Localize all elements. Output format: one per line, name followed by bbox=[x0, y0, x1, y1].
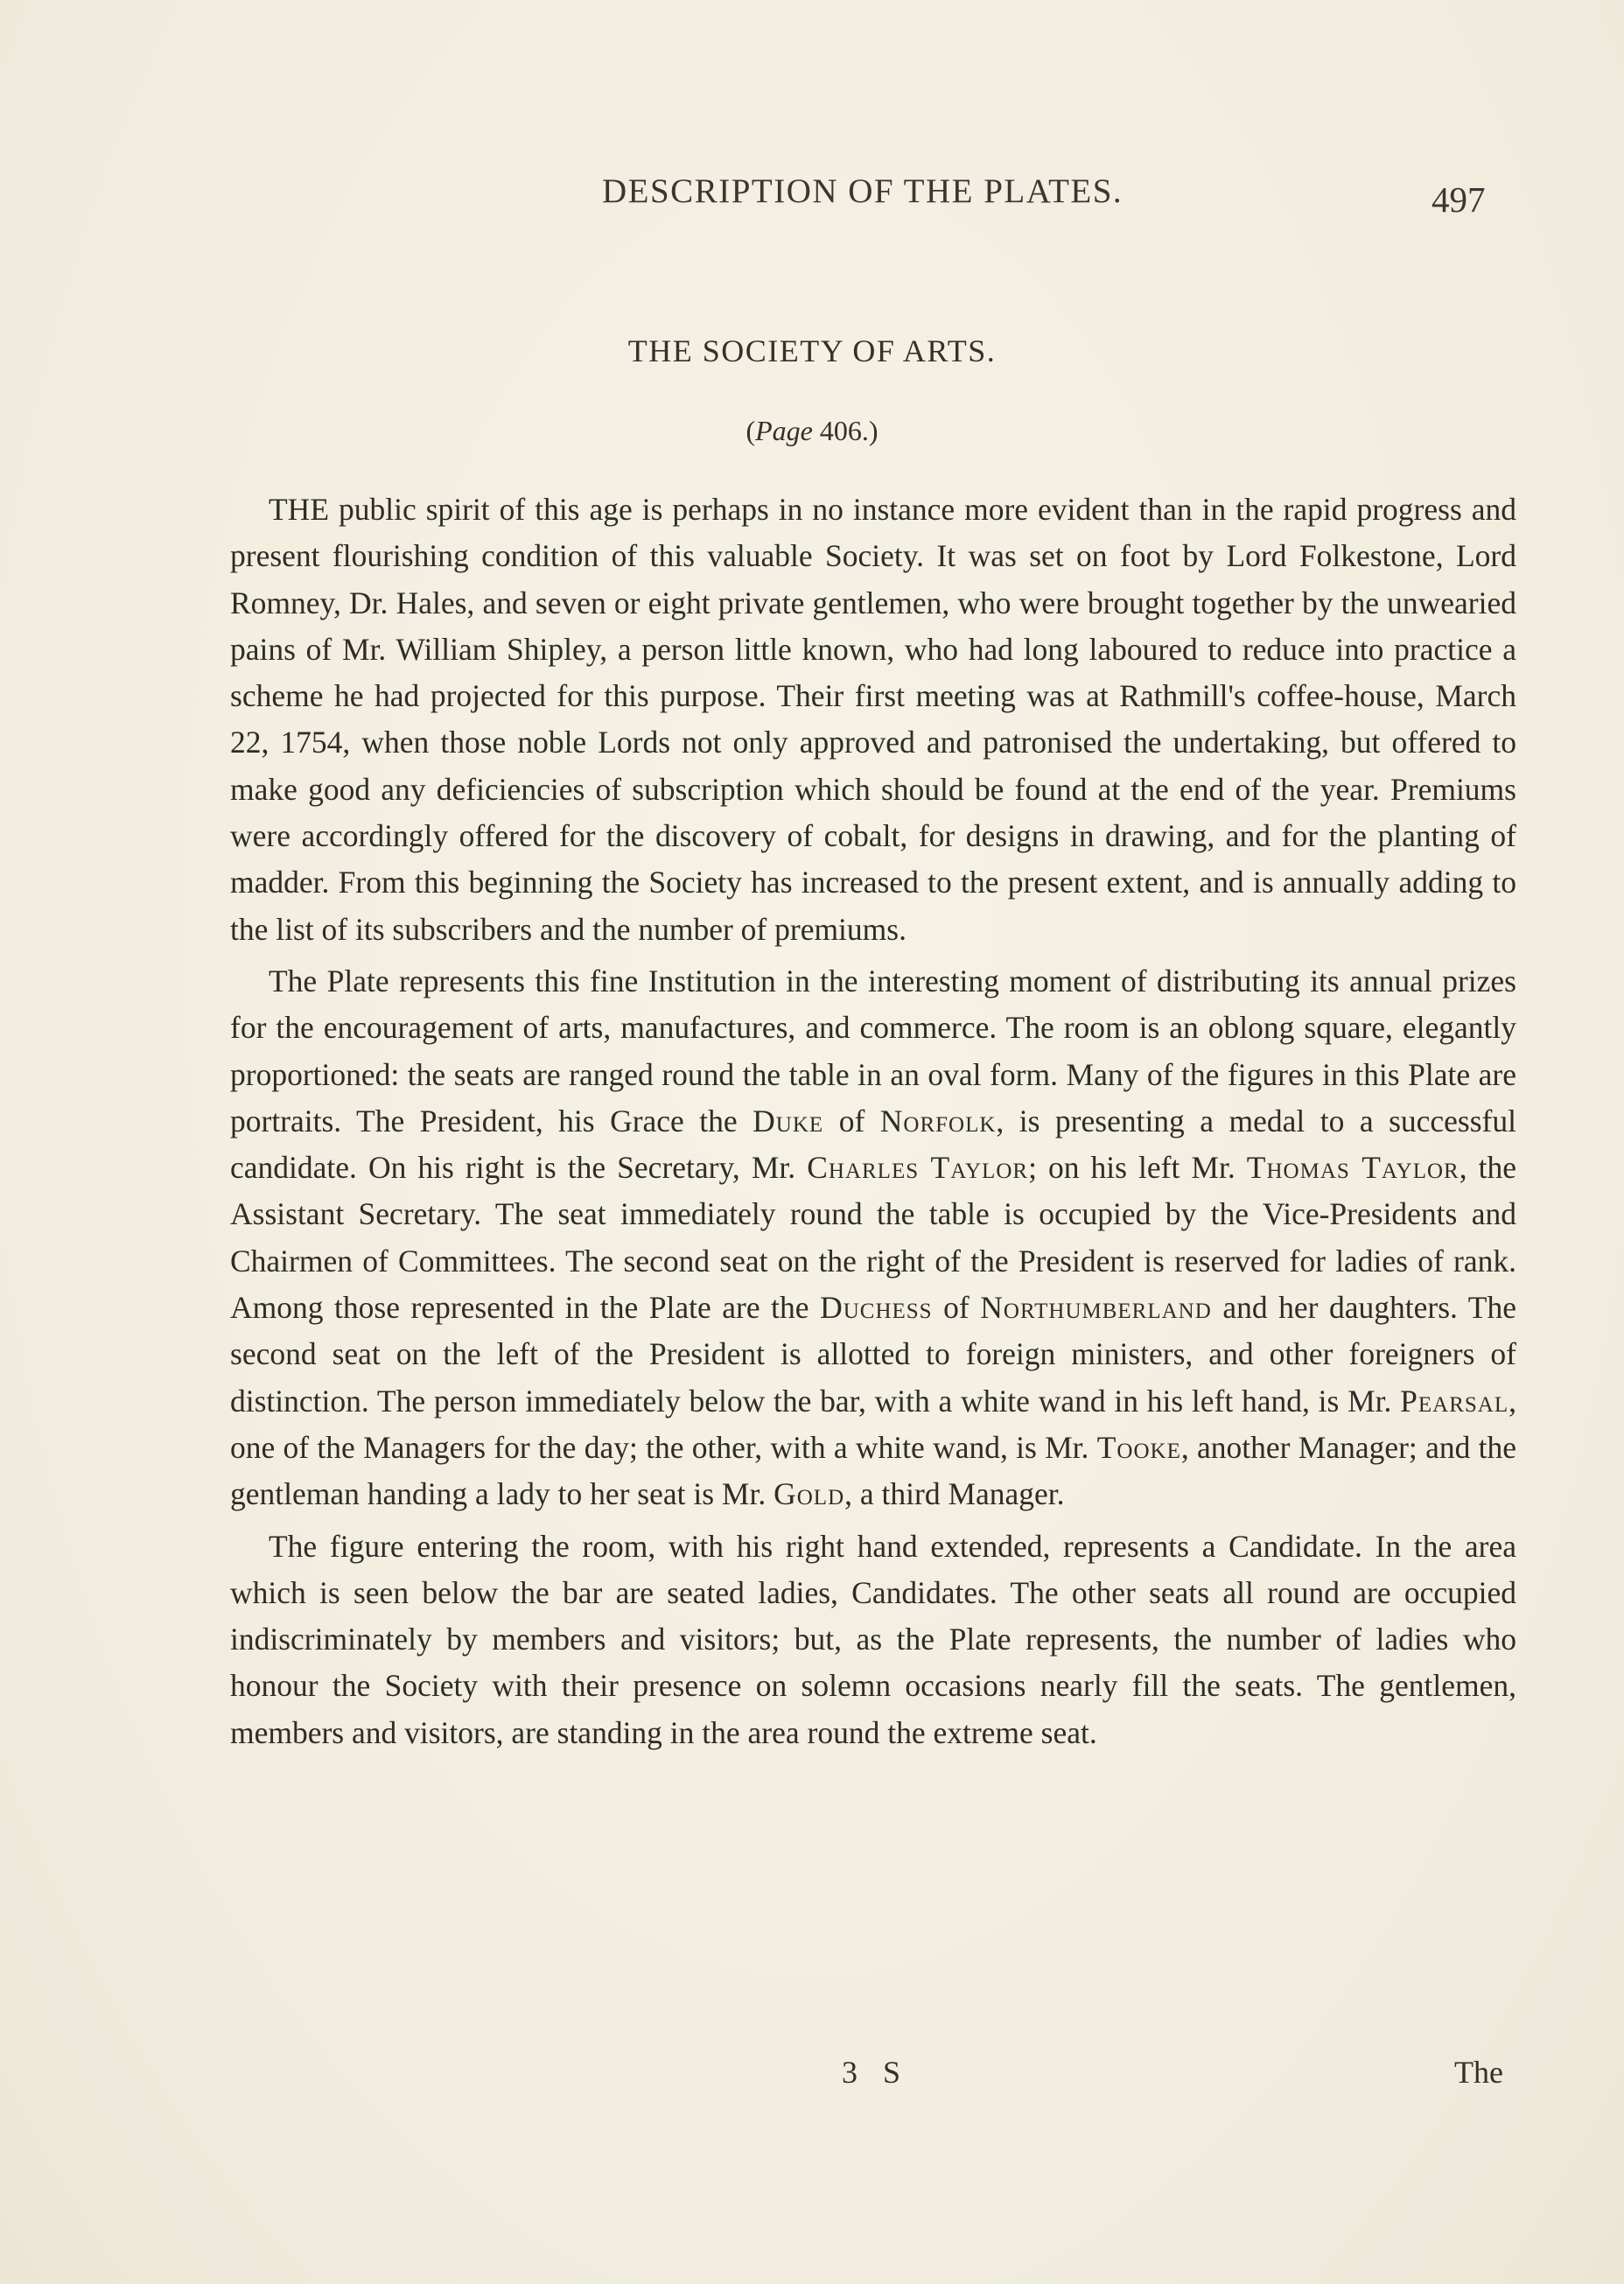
page-ref-word: Page bbox=[755, 415, 813, 446]
paragraph-1: THE public spirit of this age is perhaps in no instance more evident than in the rapid progress and present flourishing condition of this valuable Society. It was set on foot by Lord Folkestone, Lord Romney, Dr. Hales, and seven or eight private gentlemen, who were brought together by the unwearied pains of Mr. William Shipley, a person little known, who had long laboured to reduce into practice a scheme he had projected for this purpose. Their first meeting was at Rathmill's coffee-house, March 22, 1754, when those noble Lords not only approved and patronised the undertaking, but offered to make good any deficiencies of subscription which should be found at the end of the year. Premiums were accordingly offered for the discovery of cobalt, for designs in drawing, and for the planting of madder. From this beginning the Society has increased to the present extent, and is annually adding to the list of its subscribers and the number of premiums. bbox=[230, 492, 1516, 947]
name-charles-taylor: Charles Taylor bbox=[807, 1150, 1029, 1186]
p2-text: , a third Manager. bbox=[844, 1476, 1065, 1512]
signature-mark: 3 S bbox=[842, 2055, 910, 2090]
p2-text: , one of the Managers for the day; the other, with a white wand, is Mr. bbox=[230, 1383, 1516, 1465]
body-text bbox=[230, 487, 1516, 1756]
catchword: The bbox=[1454, 2055, 1503, 2090]
p2-text: of bbox=[932, 1290, 981, 1326]
section-title: THE SOCIETY OF ARTS. bbox=[627, 333, 997, 368]
page-reference bbox=[0, 415, 1624, 447]
p2-text: and her daughters. The second seat on the left of the President is allotted to foreign ministers, and other foreigners of distinction. The person immediately below the bar, with a white wand in his left hand, is Mr. bbox=[230, 1290, 1516, 1419]
p2-text: , is presenting a medal to a successful candidate. On his right is the Secretary, Mr. bbox=[230, 1103, 1516, 1186]
p2-text: , another Manager; and the gentleman handing a lady to her seat is Mr. bbox=[230, 1429, 1516, 1512]
p2-text: of bbox=[823, 1103, 880, 1138]
name-duchess: Duchess bbox=[820, 1290, 933, 1326]
page-ref-open: ( bbox=[746, 415, 756, 446]
running-title: DESCRIPTION OF THE PLATES. bbox=[602, 172, 1124, 210]
p2-text: , the Assistant Secretary. The seat immediately round the table is occupied by the Vice-Presidents and Chairmen of Committees. The second seat on the right of the President is reserved for ladies of rank. Among those represented in the Plate are the bbox=[230, 1150, 1517, 1326]
page-ref-number: 406.) bbox=[812, 415, 878, 446]
name-thomas-taylor: Thomas Taylor bbox=[1246, 1150, 1460, 1186]
name-norfolk: Norfolk bbox=[879, 1103, 997, 1138]
p2-text: The Plate represents this fine Institution in the interesting moment of distributing its annual prizes for the encouragement of arts, manufactures, and commerce. The room is an oblong square, elegantly proportioned: the seats are ranged round the table in an oval form. Many of the figures in this Plate are portraits. The President, his Grace the bbox=[230, 963, 1516, 1138]
page-number: 497 bbox=[1432, 179, 1486, 220]
name-gold: Gold bbox=[774, 1476, 845, 1512]
name-tooke: Tooke bbox=[1096, 1429, 1181, 1465]
paragraph-3: The figure entering the room, with his right hand extended, represents a Candidate. In the area which is seen below the bar are seated ladies, Candidates. The other seats all round are occupied indiscriminately by members and visitors; but, as the Plate represents, the number of ladies who honour the Society with their presence on solemn occasions nearly fill the seats. The gentlemen, members and visitors, are standing in the area round the extreme seat. bbox=[230, 1528, 1516, 1750]
name-northumberland: Northumberland bbox=[980, 1290, 1212, 1326]
name-pearsal: Pearsal bbox=[1400, 1383, 1509, 1419]
page-footer bbox=[0, 2054, 1624, 2106]
p2-text: ; on his left Mr. bbox=[1028, 1150, 1247, 1186]
name-duke: Duke bbox=[752, 1103, 824, 1138]
running-head bbox=[0, 172, 1624, 224]
paragraph-2 bbox=[230, 958, 1516, 1518]
